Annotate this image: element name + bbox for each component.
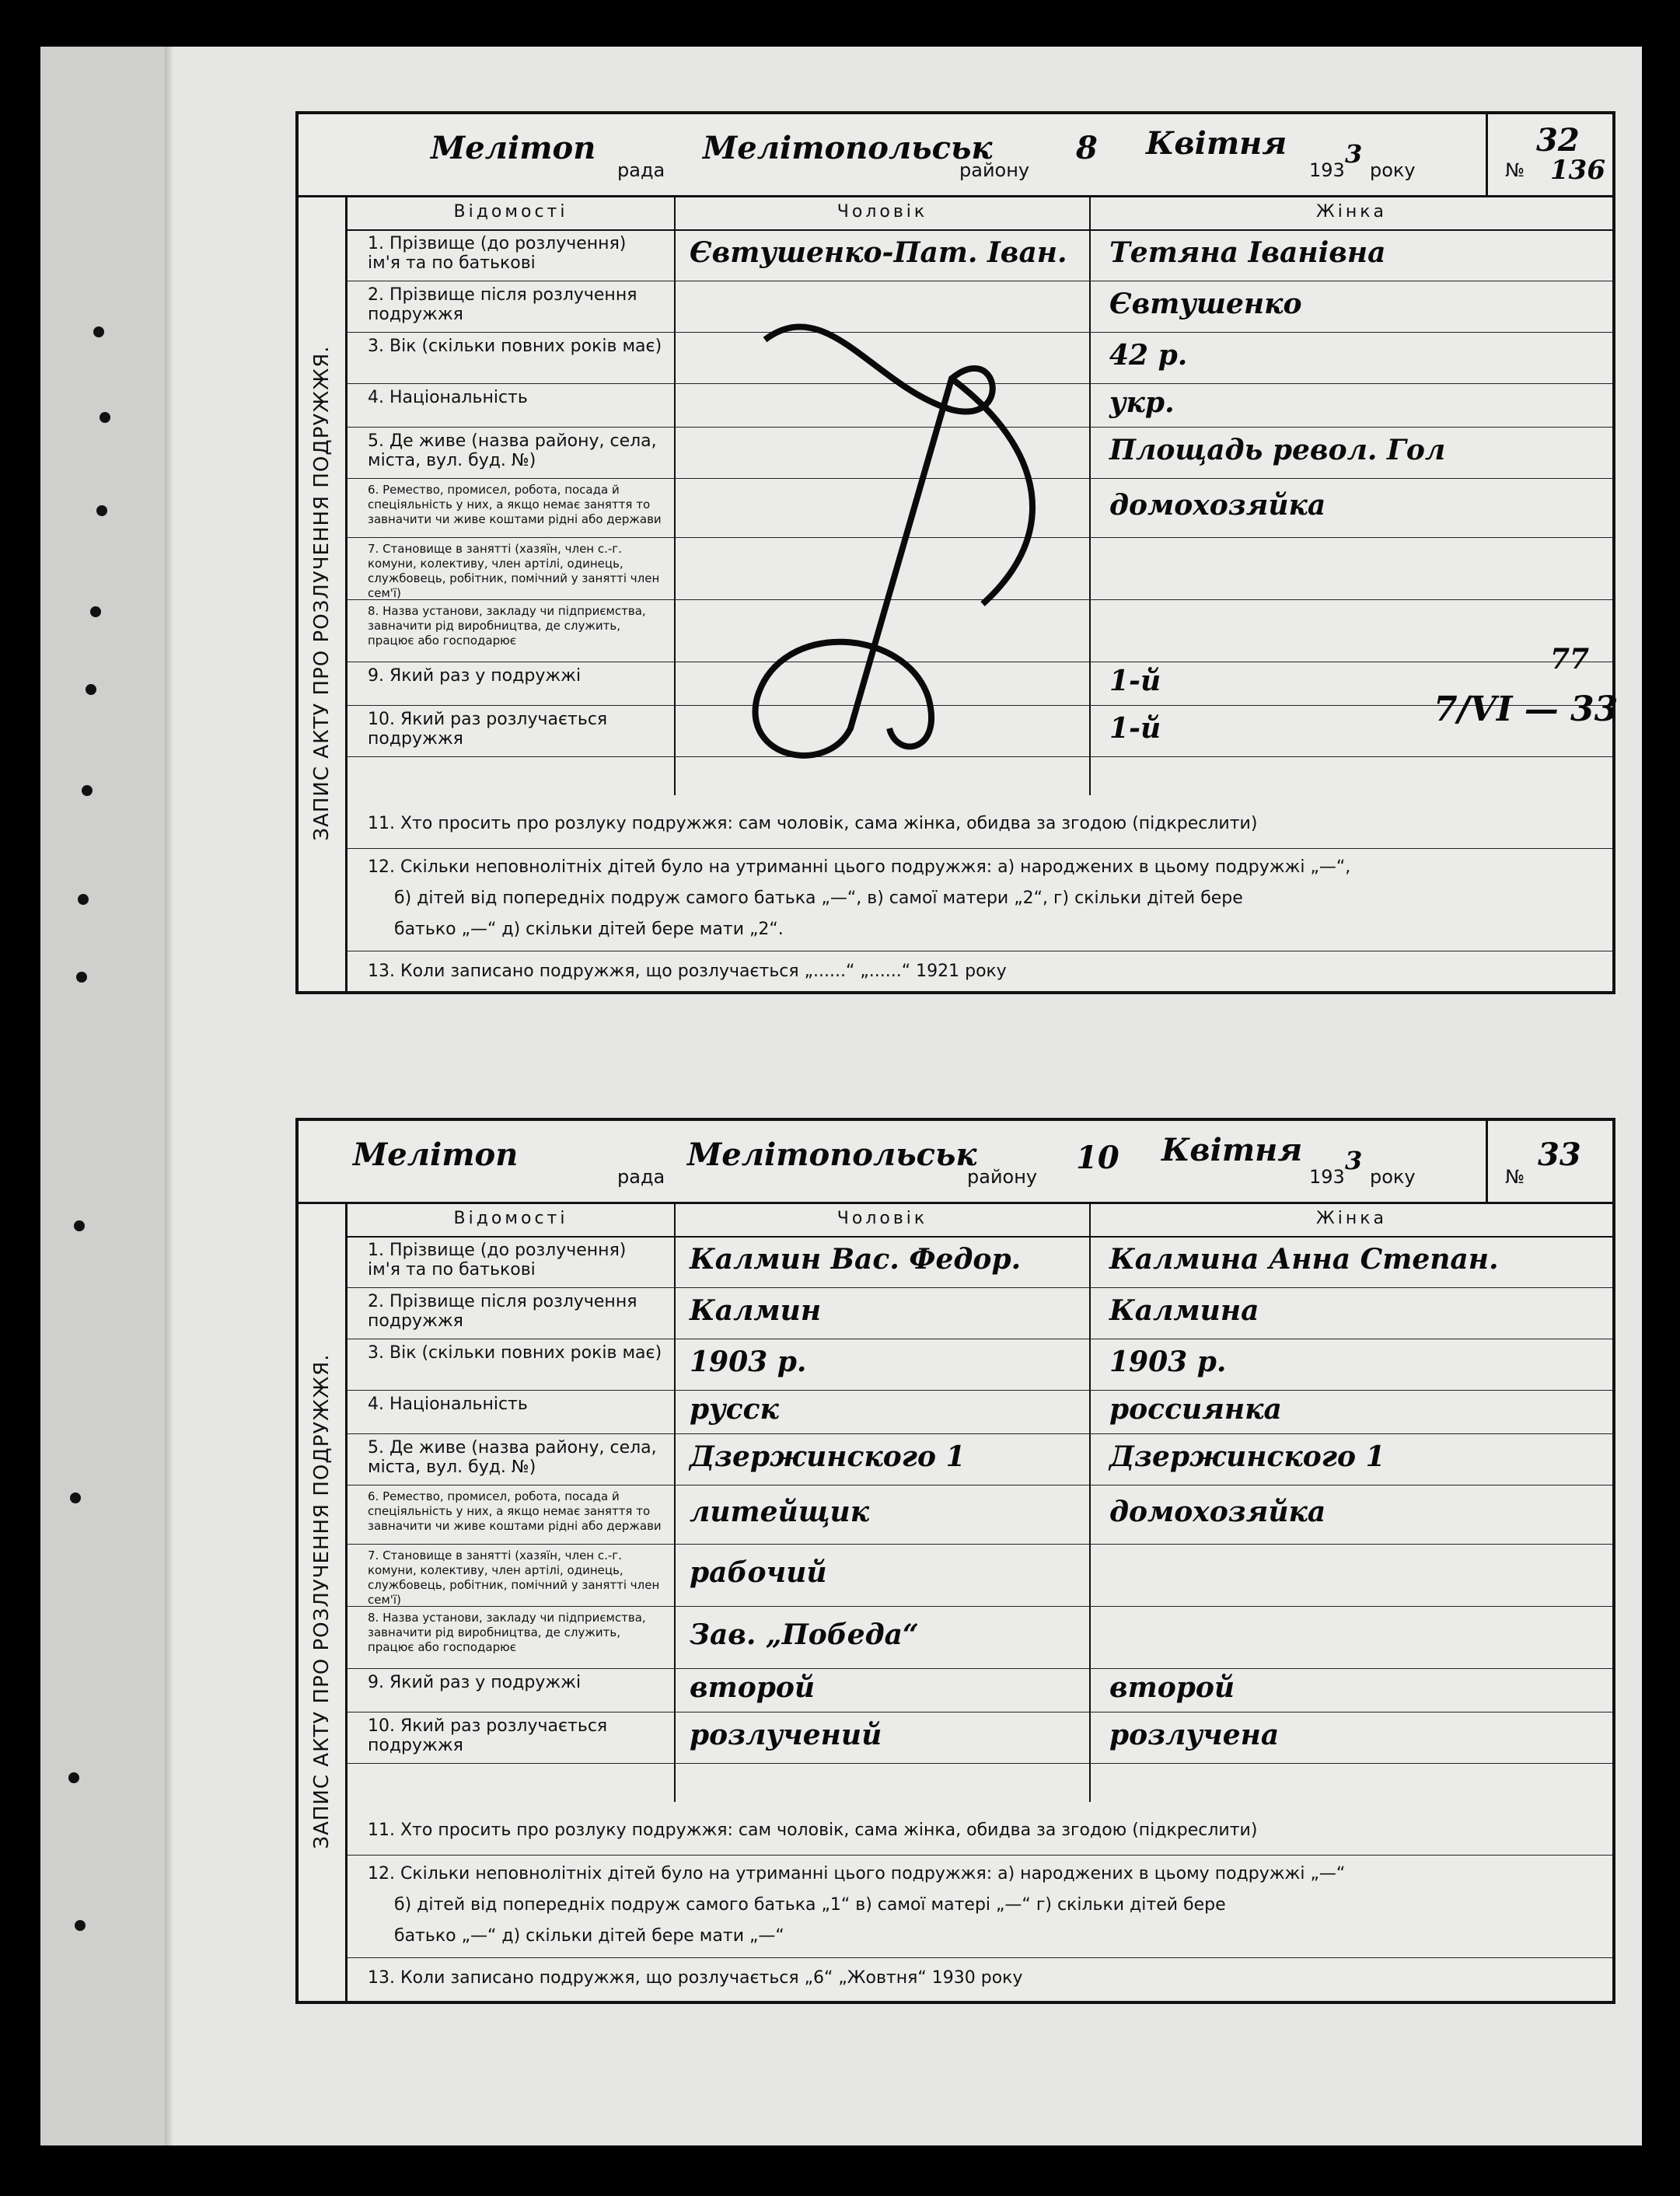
row-label: 5. Де живе (назва району, села, міста, вул. буд. №) bbox=[368, 431, 657, 470]
punch-hole bbox=[74, 1220, 85, 1231]
punch-hole bbox=[100, 412, 110, 423]
husband-value: Євтушенко-Пат. Іван. bbox=[690, 236, 1067, 269]
table-row bbox=[348, 1668, 1612, 1712]
husband-value: Дзержинского 1 bbox=[690, 1440, 966, 1473]
row-label: 3. Вік (скільки повних років має) bbox=[368, 1343, 662, 1363]
table-row bbox=[348, 1287, 1612, 1339]
wife-value: домохозяйка bbox=[1109, 489, 1326, 522]
rada-label: рада bbox=[617, 159, 665, 181]
year-handwritten: 3 bbox=[1345, 1146, 1363, 1175]
divorce-record-card bbox=[295, 1118, 1615, 2004]
punch-hole bbox=[68, 1772, 79, 1783]
row-label: 9. Який раз у подружжі bbox=[368, 666, 582, 686]
year-label: року bbox=[1370, 159, 1416, 181]
punch-hole bbox=[78, 894, 89, 905]
row-label: 4. Національність bbox=[368, 1395, 528, 1414]
year-label: року bbox=[1370, 1166, 1416, 1188]
rayon-handwritten: Мелітопольськ bbox=[687, 1136, 977, 1173]
wife-value: Калмина Анна Степан. bbox=[1109, 1243, 1499, 1276]
row-label: 9. Який раз у подружжі bbox=[368, 1673, 582, 1692]
col-header-info: Відомості bbox=[348, 195, 674, 231]
table-row bbox=[348, 1433, 1612, 1486]
row-13: 13. Коли записано подружжя, що розлучається „......“ „......“ 1921 року bbox=[368, 962, 1007, 981]
wife-value: 42 р. bbox=[1109, 339, 1188, 372]
punch-hole bbox=[82, 785, 93, 796]
husband-value: русск bbox=[690, 1393, 779, 1426]
page-number-handwritten: 136 bbox=[1550, 155, 1605, 186]
record-number-box bbox=[1486, 114, 1612, 195]
table-row bbox=[348, 1236, 1612, 1288]
row-label: 6. Ремество, промисел, робота, посада й спеціяльність у них, а якщо немає заняття то завначити чи живе коштами рідні або держави bbox=[368, 1489, 662, 1533]
row-label: 2. Прізвище після розлучення подружжя bbox=[368, 1292, 637, 1331]
row-label: 7. Становище в занятті (хазяїн, член с.-г. комуни, колективу, член артілі, одинець, службовець, робітник, помічний у занятті член сем'ї) bbox=[368, 1548, 660, 1607]
card-header bbox=[299, 1121, 1612, 1204]
row-label: 2. Прізвище після розлучення подружжя bbox=[368, 285, 637, 324]
wife-value: 1903 р. bbox=[1109, 1346, 1227, 1378]
row-11: 11. Хто просить про розлуку подружжя: сам чоловік, сама жінка, обидва за згодою (підкреслити) bbox=[368, 1821, 1258, 1840]
husband-value: рабочий bbox=[690, 1556, 827, 1589]
date-month-handwritten: Квітня bbox=[1161, 1132, 1303, 1168]
table-row bbox=[348, 1485, 1612, 1545]
col-header-info: Відомості bbox=[348, 1202, 674, 1238]
divorce-record-card bbox=[295, 111, 1619, 994]
year-handwritten: 3 bbox=[1345, 139, 1363, 169]
wife-value: 1-й bbox=[1109, 712, 1161, 745]
row-label: 1. Прізвище (до розлучення) ім'я та по батькові bbox=[368, 1241, 627, 1280]
record-number-box bbox=[1486, 1121, 1612, 1202]
row-label: 1. Прізвище (до розлучення) ім'я та по батькові bbox=[368, 234, 627, 273]
punch-hole bbox=[76, 972, 87, 983]
margin-note-2: 77 bbox=[1550, 643, 1590, 676]
row-12a: 12. Скільки неповнолітніх дітей було на утриманні цього подружжя: а) народжених в цьому подружжі „—“, bbox=[368, 857, 1351, 877]
punch-hole bbox=[70, 1493, 81, 1503]
wife-value: Дзержинского 1 bbox=[1109, 1440, 1385, 1473]
wife-value: Тетяна Іванівна bbox=[1109, 236, 1386, 269]
wife-value: укр. bbox=[1109, 386, 1175, 419]
wife-value: домохозяйка bbox=[1109, 1496, 1326, 1528]
row-label: 10. Який раз розлучається подружжя bbox=[368, 710, 608, 749]
husband-value: розлучений bbox=[690, 1719, 882, 1751]
side-caption-text: ЗАПИС АКТУ ПРО РОЗЛУЧЕННЯ ПОДРУЖЖЯ. bbox=[310, 1353, 334, 1849]
card-header bbox=[299, 114, 1612, 197]
side-caption bbox=[299, 195, 348, 991]
husband-value: 1903 р. bbox=[690, 1346, 807, 1378]
binding-strip bbox=[40, 47, 173, 2145]
record-table bbox=[348, 1202, 1612, 2001]
table-row bbox=[348, 1712, 1612, 1764]
row-label: 4. Національність bbox=[368, 388, 528, 407]
binding-edge bbox=[165, 47, 173, 2145]
number-label: № bbox=[1505, 159, 1525, 181]
col-header-husband: Чоловік bbox=[676, 1202, 1089, 1238]
rada-label: рада bbox=[617, 1166, 665, 1188]
date-day-handwritten: 10 bbox=[1076, 1140, 1119, 1176]
table-row bbox=[348, 1339, 1612, 1391]
row-label: 8. Назва установи, закладу чи підприємства, завначити рід виробництва, де служить, працює або господарює bbox=[368, 1611, 646, 1654]
col-header-wife: Жінка bbox=[1091, 1202, 1612, 1238]
side-caption-text: ЗАПИС АКТУ ПРО РОЗЛУЧЕННЯ ПОДРУЖЖЯ. bbox=[310, 345, 334, 841]
date-month-handwritten: Квітня bbox=[1146, 125, 1287, 162]
row-label: 8. Назва установи, закладу чи підприємства, завначити рід виробництва, де служить, працює або господарює bbox=[368, 604, 646, 648]
table-row bbox=[348, 229, 1612, 281]
year-prefix: 193 bbox=[1309, 1166, 1345, 1188]
record-number-handwritten: 32 bbox=[1536, 122, 1580, 159]
row-label: 5. Де живе (назва району, села, міста, вул. буд. №) bbox=[368, 1438, 657, 1477]
row-label: 3. Вік (скільки повних років має) bbox=[368, 337, 662, 356]
rayon-label: району bbox=[959, 159, 1030, 181]
husband-value: второй bbox=[690, 1671, 816, 1704]
rada-handwritten: Мелітоп bbox=[431, 130, 596, 166]
date-day-handwritten: 8 bbox=[1076, 130, 1098, 166]
table-row bbox=[348, 1606, 1612, 1669]
row-12b: б) дітей від попередніх подруж самого батька „1“ в) самої матері „—“ г) скільки дітей бере bbox=[394, 1895, 1226, 1915]
rayon-handwritten: Мелітопольськ bbox=[703, 130, 993, 166]
punch-hole bbox=[93, 326, 104, 337]
row-label: 6. Ремество, промисел, робота, посада й спеціяльність у них, а якщо немає заняття то завначити чи живе коштами рідні або держави bbox=[368, 483, 662, 526]
col-header-wife: Жінка bbox=[1091, 195, 1612, 231]
punch-hole bbox=[96, 505, 107, 516]
wife-value: розлучена bbox=[1109, 1719, 1280, 1751]
row-12b: б) дітей від попередніх подруж самого батька „—“, в) самої матери „2“, г) скільки дітей бере bbox=[394, 889, 1243, 908]
punch-hole bbox=[90, 606, 101, 617]
year-prefix: 193 bbox=[1309, 159, 1345, 181]
row-12c: батько „—“ д) скільки дітей бере мати „—“ bbox=[394, 1926, 784, 1946]
husband-value: Калмин bbox=[690, 1294, 822, 1327]
row-12c: батько „—“ д) скільки дітей бере мати „2“. bbox=[394, 920, 784, 939]
row-11: 11. Хто просить про розлуку подружжя: сам чоловік, сама жінка, обидва за згодою (підкреслити) bbox=[368, 814, 1258, 833]
number-label: № bbox=[1505, 1166, 1525, 1188]
wife-value: второй bbox=[1109, 1671, 1235, 1704]
margin-note: 7/VI — 33 bbox=[1434, 690, 1619, 729]
wife-value: Євтушенко bbox=[1109, 288, 1302, 320]
husband-value: литейщик bbox=[690, 1496, 870, 1528]
col-header-husband: Чоловік bbox=[676, 195, 1089, 231]
husband-value: Зав. „Победа“ bbox=[690, 1618, 919, 1651]
row-13: 13. Коли записано подружжя, що розлучається „6“ „Жовтня“ 1930 року bbox=[368, 1968, 1023, 1988]
record-number-handwritten: 33 bbox=[1538, 1136, 1581, 1173]
punch-hole bbox=[75, 1920, 86, 1931]
row-label: 7. Становище в занятті (хазяїн, член с.-г. комуни, колективу, член артілі, одинець, службовець, робітник, помічний у занятті член сем'ї) bbox=[368, 542, 660, 600]
table-row bbox=[348, 1390, 1612, 1434]
row-12a: 12. Скільки неповнолітніх дітей було на утриманні цього подружжя: а) народжених в цьому подружжі „—“ bbox=[368, 1864, 1346, 1884]
row-label: 10. Який раз розлучається подружжя bbox=[368, 1716, 608, 1755]
wife-value: россиянка bbox=[1109, 1393, 1282, 1426]
rayon-label: району bbox=[967, 1166, 1038, 1188]
table-row bbox=[348, 1544, 1612, 1607]
side-caption bbox=[299, 1202, 348, 2001]
wife-value: Калмина bbox=[1109, 1294, 1259, 1327]
rada-handwritten: Мелітоп bbox=[353, 1136, 519, 1173]
wife-value: Площадь револ. Гол bbox=[1109, 434, 1446, 466]
cancellation-mark bbox=[734, 293, 1091, 775]
punch-hole bbox=[86, 684, 96, 695]
wife-value: 1-й bbox=[1109, 665, 1161, 697]
husband-value: Калмин Вас. Федор. bbox=[690, 1243, 1022, 1276]
